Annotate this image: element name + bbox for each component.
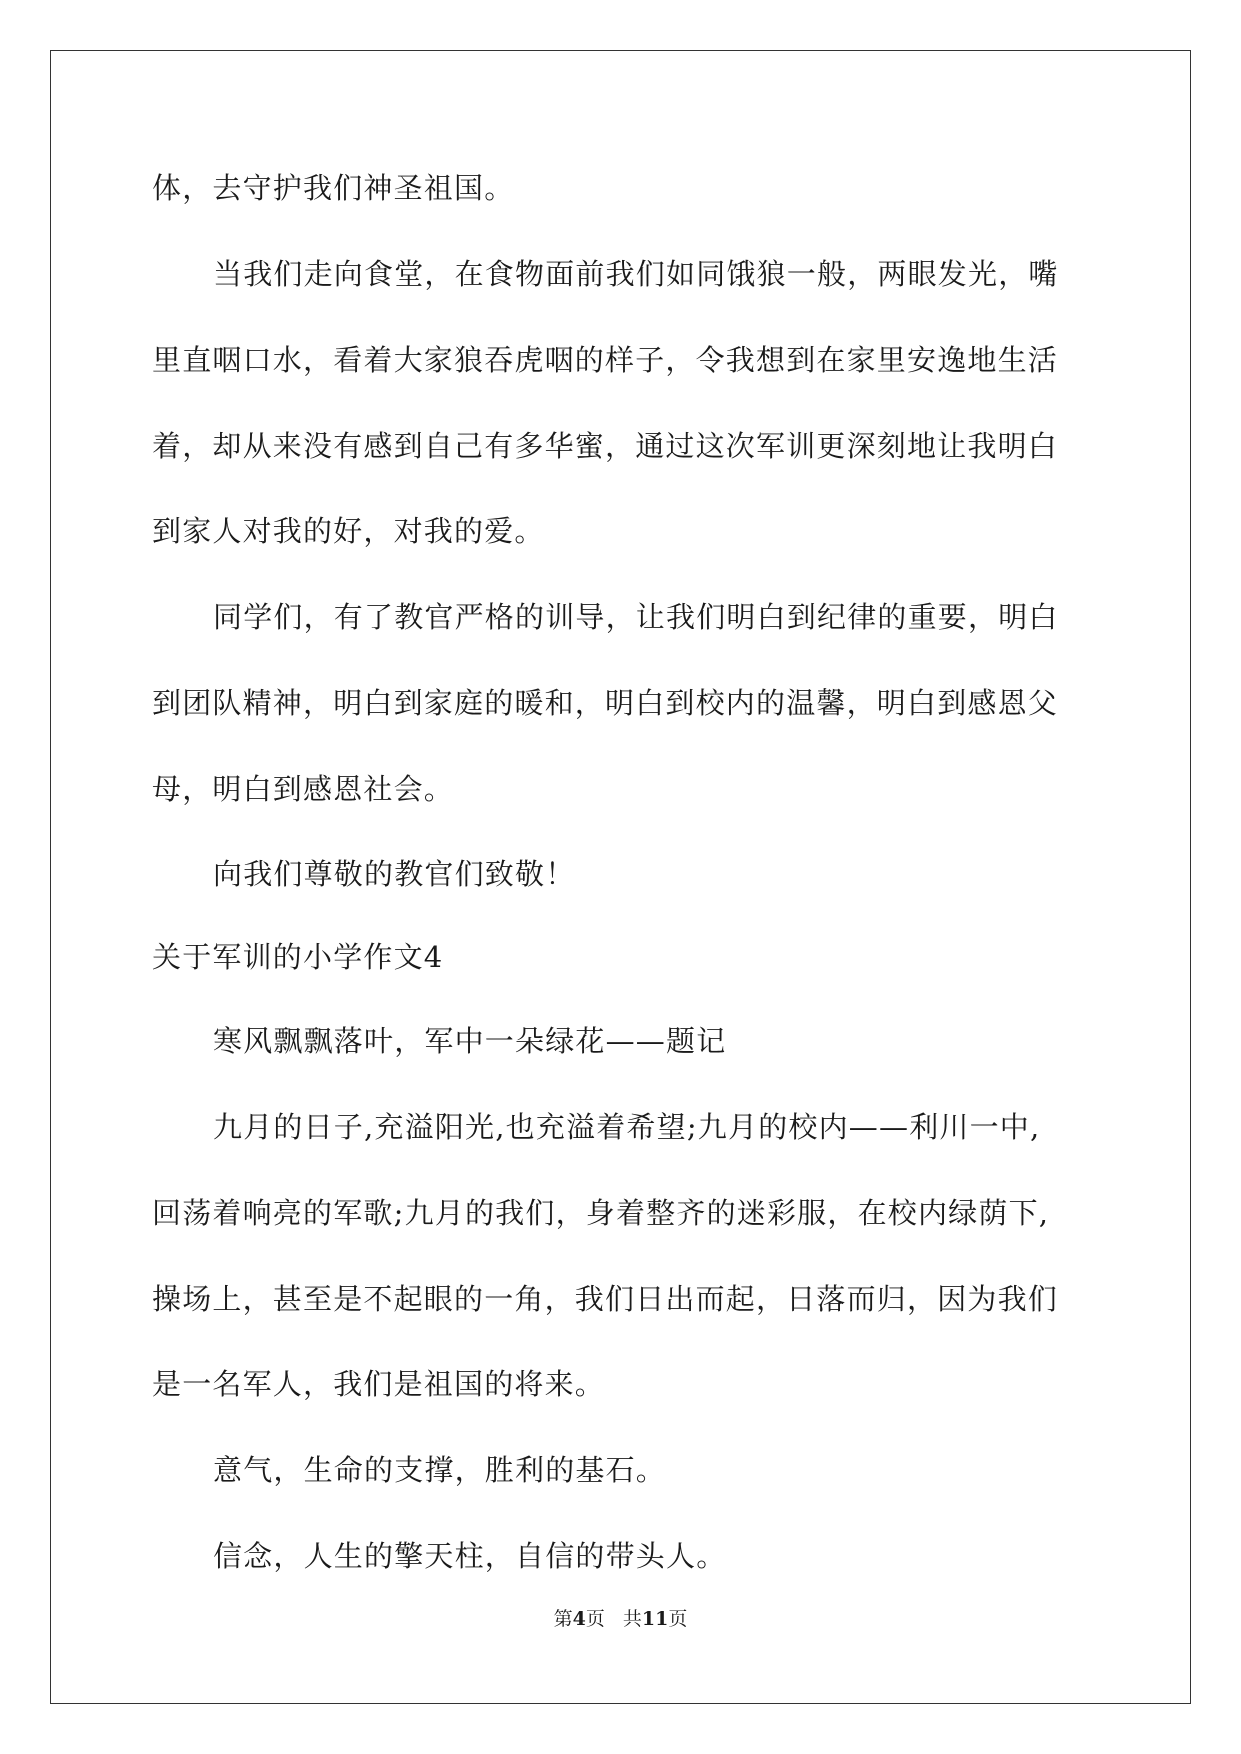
text-line: 到团队精神，明白到家庭的暖和，明白到校内的温馨，明白到感恩父 [152, 686, 1059, 720]
total-prefix: 共 [622, 1608, 642, 1630]
total-pages: 11 [641, 1608, 669, 1630]
paragraph-start: 意气，生命的支撑，胜利的基石。 [213, 1453, 667, 1487]
paragraph-start: 当我们走向食堂，在食物面前我们如同饿狼一般，两眼发光，嘴 [213, 257, 1059, 291]
text-line: 到家人对我的好，对我的爱。 [152, 514, 545, 548]
paragraph-start: 九月的日子,充溢阳光,也充溢着希望;九月的校内——利川一中, [213, 1110, 1041, 1144]
paragraph-start: 信念，人生的擎天柱，自信的带头人。 [213, 1539, 727, 1573]
page-footer [0, 1607, 1241, 1631]
text-line: 母，明白到感恩社会。 [152, 772, 455, 806]
text-line: 着，却从来没有感到自己有多华蜜，通过这次军训更深刻地让我明白 [152, 429, 1059, 463]
total-suffix: 页 [668, 1608, 688, 1630]
text-line: 操场上，甚至是不起眼的一角，我们日出而起，日落而归，因为我们 [152, 1282, 1059, 1316]
text-line: 是一名军人，我们是祖国的将来。 [152, 1367, 606, 1401]
page-suffix: 页 [585, 1608, 605, 1630]
paragraph-start: 寒风飘飘落叶，军中一朵绿花——题记 [213, 1024, 727, 1058]
text-line: 里直咽口水，看着大家狼吞虎咽的样子，令我想到在家里安逸地生活 [152, 343, 1059, 377]
paragraph-start: 同学们，有了教官严格的训导，让我们明白到纪律的重要，明白 [213, 600, 1059, 634]
text-line: 体，去守护我们神圣祖国。 [152, 171, 515, 205]
text-line: 回荡着响亮的军歌;九月的我们，身着整齐的迷彩服，在校内绿荫下, [152, 1196, 1050, 1230]
paragraph-start: 向我们尊敬的教官们致敬！ [213, 857, 576, 891]
page-prefix: 第 [553, 1608, 573, 1630]
section-heading: 关于军训的小学作文4 [152, 940, 444, 974]
page-number: 4 [572, 1608, 586, 1630]
